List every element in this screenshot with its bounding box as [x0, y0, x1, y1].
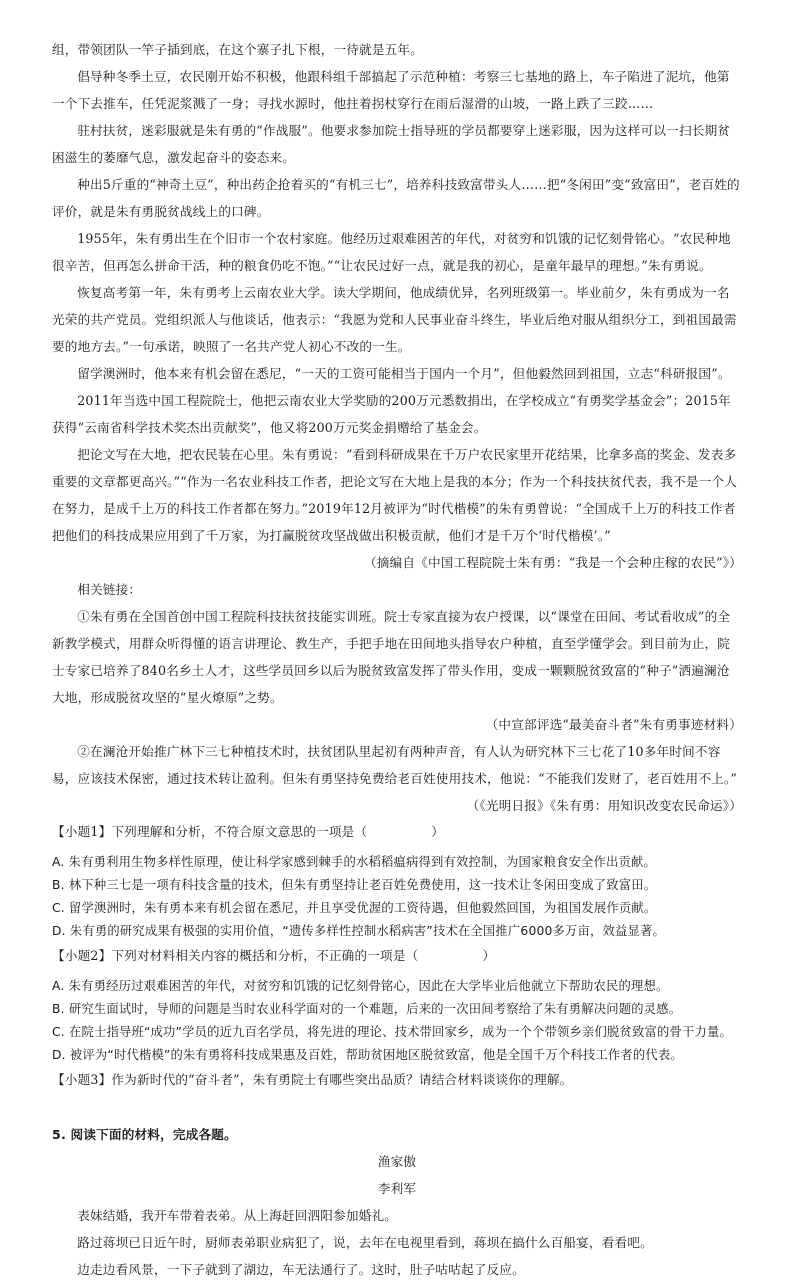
q1-option-a: A. 朱有勇利用生物多样性原理，使让科学家感到棘手的水稻稻瘟病得到有效控制，为国家粮食安全作出贡献。 — [52, 855, 656, 869]
q2-option-c: C. 在院士指导班“成功”学员的近九百名学员，将先进的理论、技术带回家乡，成为一个个带领乡亲们脱贫致富的骨干力量。 — [52, 1025, 732, 1039]
paragraph-magic-potato: 种出5斤重的“神奇土豆”，种出药企抢着买的“有机三七”，培养科技致富带头人……把“冬闲田”变“致富田”，老百姓的评价，就是朱有勇脱贫战线上的口碑。 — [52, 177, 740, 219]
story-author: 李利军 — [377, 1181, 417, 1196]
section-5-heading: 5. 阅读下面的材料，完成各题。 — [52, 1127, 237, 1142]
story-paragraph-3: 边走边看风景，一下子就到了湖边，车无法通行了。这时，肚子咕咕起了反应。 — [77, 1262, 525, 1277]
source-citation-3: （《光明日报》《朱有勇：用知识改变农民命运》） — [466, 798, 742, 813]
q1-option-c: C. 留学澳洲时，朱有勇本来有机会留在悉尼，并且享受优渥的工资待遇，但他毅然回国，为祖国发展作贡献。 — [52, 901, 657, 915]
question-1-close: ） — [431, 824, 445, 839]
paragraph-academician: 2011年当选中国工程院院士，他把云南农业大学奖励的200万元悉数捐出，在学校成立“有勇奖学基金会”；2015年获得“云南省科学技术奖杰出贡献奖”，他又将200万元奖金捐赠给了基金会。 — [52, 393, 731, 435]
paragraph-continued: 组，带领团队一竿子插到底，在这个寨子扎下根，一待就是五年。 — [52, 42, 424, 57]
question-1-stem — [52, 819, 742, 845]
paragraph-potato: 倡导种冬季土豆，农民刚开始不积极，他跟科组千部搞起了示范种植：考察三七基地的路上，车子陷进了泥坑，他第一个下去推车，任凭泥浆溅了一身；寻找水源时，他拄着拐杖穿行在雨后湿滑的山坡，一路上跌了三跤…… — [52, 69, 730, 111]
related-link-1: ①朱有勇在全国首创中国工程院科技扶贫技能实训班。院士专家直接为农户授课，以“课堂在田间、考试看收成”的全新教学模式，用群众听得懂的语言讲理论、教生产，手把手地在田间地头指导农户种植，直至学懂学会。到目前为止，院士专家已培养了840名乡土人才，这些学员回乡以后为脱贫致富发挥了带头作用，变成一颗颗脱贫致富的“种子”洒遍澜沧大地，形成脱贫攻坚的“星火燎原”之势。 — [52, 609, 731, 705]
question-3-stem: 【小题3】作为新时代的“奋斗者”，朱有勇院士有哪些突出品质？请结合材料谈谈你的理解。 — [52, 1072, 573, 1087]
story-paragraph-2: 路过蒋坝已日近午时，厨师表弟职业病犯了，说，去年在电视里看到，蒋坝在搞什么百船宴，看看吧。 — [77, 1235, 653, 1250]
source-citation-1: （摘编自《中国工程院院士朱有勇：“我是一个会种庄稼的农民”》） — [364, 555, 742, 570]
paragraph-university: 恢复高考第一年，朱有勇考上云南农业大学。读大学期间，他成绩优异，名列班级第一。毕业前夕，朱有勇成为一名光荣的共产党员。党组织派人与他谈话，他表示：“我愿为党和人民事业奋斗终生，毕业后绝对服从组织分工，到祖国最需要的地方去。”一句承诺，映照了一名共产党人初心不改的一生。 — [52, 285, 737, 354]
paragraph-australia: 留学澳洲时，他本来有机会留在悉尼，“一天的工资可能相当于国内一个月”，但他毅然回到祖国，立志“科研报国”。 — [77, 366, 731, 381]
q1-option-d: D. 朱有勇的研究成果有极强的实用价值，“遗传多样性控制水稻病害”技术在全国推广6000多万亩，效益显著。 — [52, 924, 665, 938]
source-citation-2: （中宣部评选“最美奋斗者”朱有勇事迹材料） — [485, 717, 742, 732]
q2-option-b: B. 研究生面试时，导师的问题是当时农业科学面对的一个难题，后来的一次田间考察给了朱有勇解决问题的灵感。 — [52, 1002, 682, 1016]
story-title: 渔家傲 — [377, 1154, 417, 1169]
paragraph-birth: 1955年，朱有勇出生在个旧市一个农村家庭。他经历过艰难困苦的年代，对贫穷和饥饿的记忆刻骨铭心。“农民种地很辛苦，但再怎么拼命干活，种的粮食仍吃不饱。”“让农民过好一点，就是我的初心，是童年最早的理想。”朱有勇说。 — [52, 231, 731, 273]
paragraph-camouflage: 驻村扶贫，迷彩服就是朱有勇的“作战服”。他要求参加院士指导班的学员都要穿上迷彩服，因为这样可以一扫长期贫困滋生的萎靡气息，激发起奋斗的姿态来。 — [52, 123, 731, 165]
question-2-text: 【小题2】下列对材料相关内容的概括和分析，不正确的一项是（ — [52, 948, 419, 963]
related-link-2: ②在澜沧开始推广林下三七种植技术时，扶贫团队里起初有两种声音，有人认为研究林下三七花了10多年时间不容易，应该技术保密，通过技术转让盈利。但朱有勇坚持免费给老百姓使用技术，他说：“不能我们发财了，老百姓用不上。” — [52, 744, 738, 786]
q2-option-d: D. 被评为“时代楷模”的朱有勇将科技成果惠及百姓，帮助贫困地区脱贫致富，他是全国千万个科技工作者的代表。 — [52, 1048, 683, 1062]
question-2-close: ） — [482, 948, 496, 963]
paragraph-paper-on-land: 把论文写在大地，把农民装在心里。朱有勇说：“看到科研成果在千万户农民家里开花结果，比拿多高的奖金、发表多重要的文章都更高兴。”“作为一名农业科技工作者，把论文写在大地上是我的本分；作为一个科技扶贫代表，我不是一个人在努力，是成千上万的科技工作者都在努力。”2019年12月被评为“时代楷模”的朱有勇曾说：“全国成千上万的科技工作者把他们的科技成果应用到了千万家，为打赢脱贫攻坚战做出积极贡献，他们才是千万个‘时代楷模’。” — [52, 447, 738, 543]
q1-option-b: B. 林下种三七是一项有科技含量的技术，但朱有勇坚持让老百姓免费使用，这一技术让冬闲田变成了致富田。 — [52, 878, 657, 892]
question-1-text: 【小题1】下列理解和分析，不符合原文意思的一项是（ — [52, 824, 368, 839]
question-2-stem — [52, 943, 742, 969]
related-links-title: 相关链接： — [77, 582, 142, 597]
story-paragraph-1: 表妹结婚，我开车带着表弟。从上海赶回泗阳参加婚礼。 — [77, 1208, 398, 1223]
document-page — [52, 36, 742, 1283]
q2-option-a: A. 朱有勇经历过艰难困苦的年代，对贫穷和饥饿的记忆刻骨铭心，因此在大学毕业后他就立下帮助农民的理想。 — [52, 979, 669, 993]
